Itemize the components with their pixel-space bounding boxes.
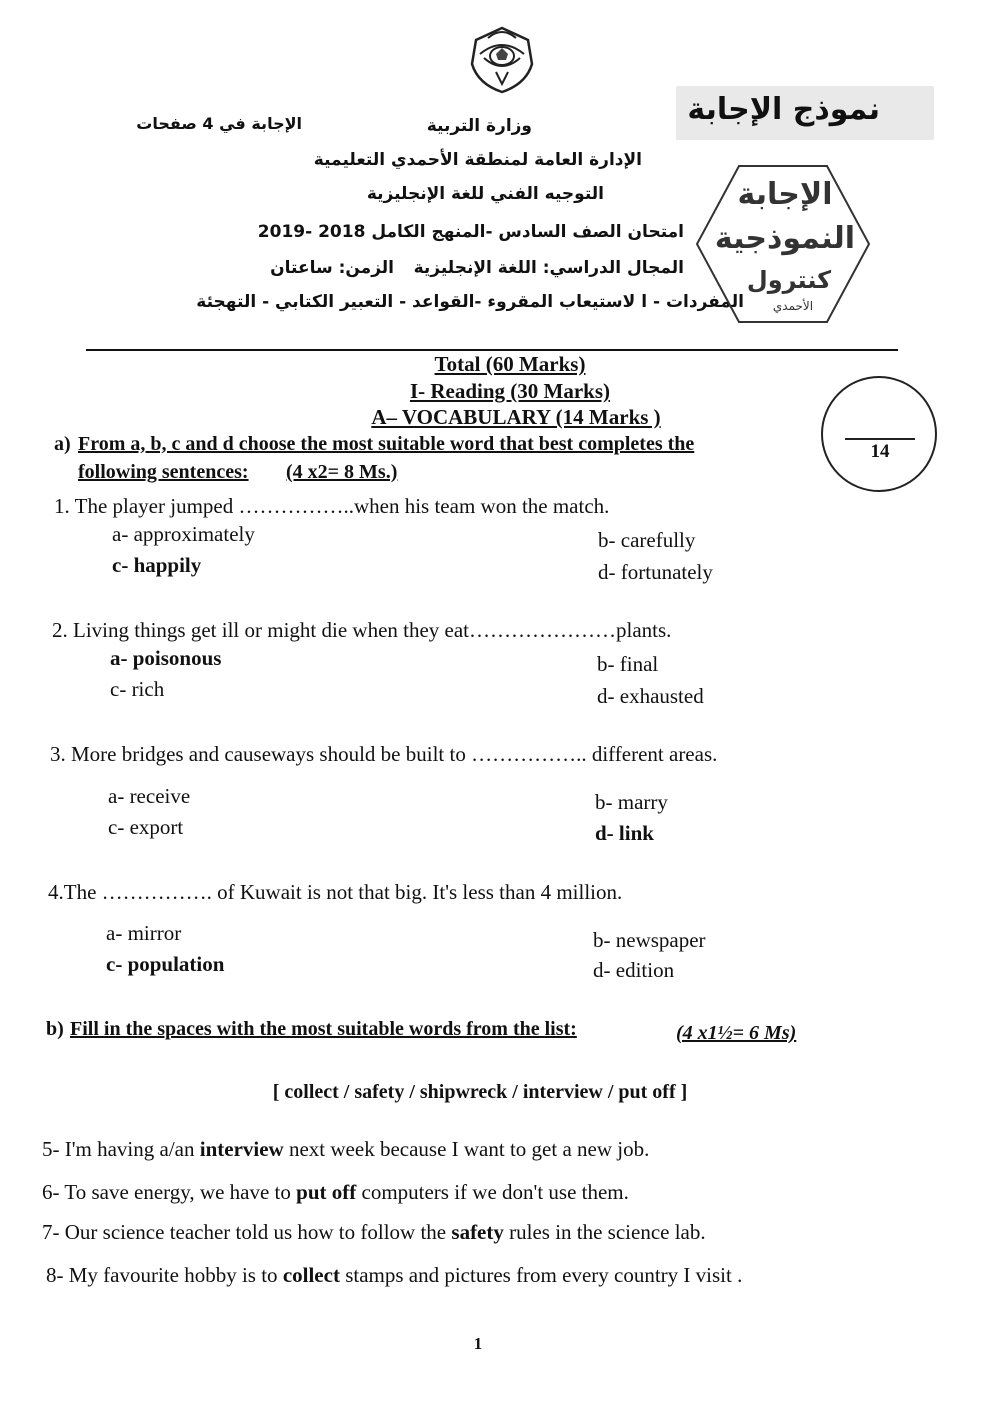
section-a-label: a): [54, 433, 71, 455]
question-3-option-b: b- marry: [595, 790, 668, 814]
sentence-6: [42, 1180, 629, 1205]
question-2-option-c: c- rich: [110, 677, 165, 701]
stamp-line-1: الإجابة: [737, 177, 833, 212]
question-2-option-d: d- exhausted: [597, 684, 704, 708]
section-a-marks: (4 x2= 8 Ms.): [286, 461, 398, 483]
question-4-option-b: b- newspaper: [593, 928, 706, 952]
reading-title: I- Reading (30 Marks): [409, 379, 611, 403]
stamp-line-4: الأحمدي: [772, 299, 814, 313]
stamp-line-3: كنترول: [746, 266, 832, 294]
sentence-8-answer: collect: [282, 1263, 340, 1287]
section-a-instruction-line-1: From a, b, c and d choose the most suitable word that best completes the: [78, 433, 695, 455]
exam-title: امتحان الصف السادس -المنهج الكامل 2018 -2019: [257, 222, 684, 242]
sentence-6-after: computers if we don't use them.: [356, 1180, 629, 1204]
question-1-option-d: d- fortunately: [598, 560, 713, 584]
word-list: [ collect / safety / shipwreck / interview / put off ]: [272, 1081, 688, 1103]
question-4-option-c-answer: c- population: [106, 952, 225, 976]
ministry-name: وزارة التربية: [426, 116, 532, 136]
score-circle: [821, 376, 937, 492]
time-label: الزمن: ساعتان: [270, 258, 394, 278]
question-2-stem: 2. Living things get ill or might die when they eat…………………plants.: [52, 618, 672, 642]
sentence-8-after: stamps and pictures from every country I visit .: [339, 1263, 743, 1287]
question-1-stem: 1. The player jumped ……………..when his team won the match.: [54, 494, 610, 518]
question-3-option-d-answer: d- link: [595, 821, 654, 845]
sentence-7-answer: safety: [451, 1220, 504, 1244]
question-4-option-a: a- mirror: [106, 921, 182, 945]
sentence-7: [42, 1220, 706, 1245]
score-value: 14: [870, 441, 890, 462]
kuwait-emblem-icon: [466, 24, 538, 96]
sentence-5-before: 5- I'm having a/an: [42, 1137, 200, 1161]
question-3-option-c: c- export: [108, 815, 184, 839]
answer-key-stamp: [693, 160, 873, 328]
section-b-label: b): [46, 1018, 64, 1040]
question-1-option-b: b- carefully: [598, 528, 696, 552]
question-1-option-a: a- approximately: [112, 522, 255, 546]
sentence-6-before: 6- To save energy, we have to: [42, 1180, 297, 1204]
question-2-option-b: b- final: [597, 652, 659, 676]
subject-label: المجال الدراسي: اللغة الإنجليزية: [413, 258, 684, 278]
sentence-8: [46, 1263, 742, 1288]
section-a-instruction-line-2: following sentences:: [78, 461, 249, 483]
vocabulary-title: A– VOCABULARY (14 Marks ): [371, 405, 661, 429]
question-1-option-c-answer: c- happily: [112, 553, 202, 577]
directorate-name: الإدارة العامة لمنطقة الأحمدي التعليمية: [313, 150, 642, 170]
sentence-7-before: 7- Our science teacher told us how to follow the: [42, 1220, 452, 1244]
exam-components: المفردات - ا لاستيعاب المقروء -القواعد - التعبير الكتابي - التهجئة: [196, 292, 744, 312]
header-divider: [86, 349, 898, 351]
question-3-option-a: a- receive: [108, 784, 191, 808]
sentence-5-answer: interview: [199, 1137, 284, 1161]
question-2-option-a-answer: a- poisonous: [110, 646, 222, 670]
sentence-8-before: 8- My favourite hobby is to: [46, 1263, 283, 1287]
sentence-5-after: next week because I want to get a new job.: [283, 1137, 650, 1161]
question-4-stem: 4.The ……………. of Kuwait is not that big. It's less than 4 million.: [48, 880, 623, 904]
page-number: 1: [473, 1334, 483, 1353]
sentence-5: [42, 1137, 649, 1162]
stamp-line-2: النموذجية: [714, 221, 856, 256]
sentence-7-after: rules in the science lab.: [503, 1220, 706, 1244]
supervision-name: التوجيه الفني للغة الإنجليزية: [366, 184, 604, 204]
question-4-option-d: d- edition: [593, 958, 675, 982]
question-3-stem: 3. More bridges and causeways should be built to …………….. different areas.: [50, 742, 718, 766]
section-b-instruction: Fill in the spaces with the most suitable words from the list:: [70, 1018, 577, 1040]
total-marks-title: Total (60 Marks): [434, 352, 586, 376]
score-divider: [845, 438, 915, 440]
pages-note: الإجابة في 4 صفحات: [136, 114, 302, 133]
answer-key-label: نموذج الإجابة: [687, 92, 880, 127]
section-b-marks: (4 x1½= 6 Ms): [676, 1022, 797, 1044]
sentence-6-answer: put off: [296, 1180, 357, 1204]
